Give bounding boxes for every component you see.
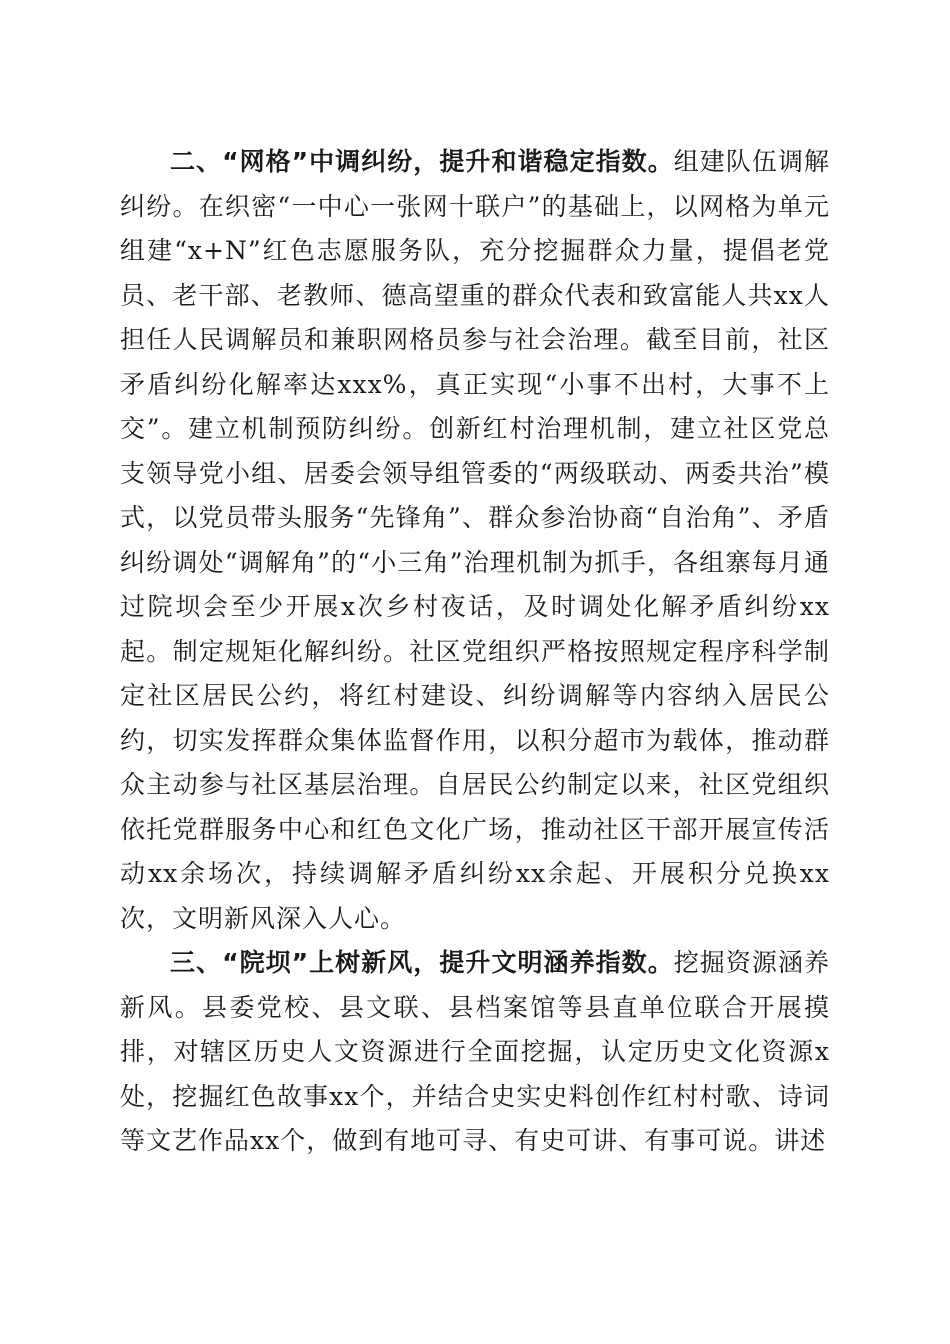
section-two-body: 组建队伍调解纠纷。在织密“一中心一张网十联户”的基础上，以网格为单元组建“x+N”红色志愿服务队，充分挖掘群众力量，提倡老党员、老干部、老教师、德高望重的群众代表和致富能人共xx人担任人民调解员和兼职网格员参与社会治理。截至目前，社区矛盾纠纷化解率达xxx%，真正实现“小事不出村，大事不上交”。建立机制预防纠纷。创新红村治理机制，建立社区党总支领导党小组、居委会领导组管委的“两级联动、两委共治”模式，以党员带头服务“先锋角”、群众参治协商“自治角”、矛盾纠纷调处“调解角”的“小三角”治理机制为抓手，各组寨每月通过院坝会至少开展x次乡村夜话，及时调处化解矛盾纠纷xx起。制定规矩化解纠纷。社区党组织严格按照规定程序科学制定社区居民公约，将红村建设、纠纷调解等内容纳入居民公约，切实发挥群众集体监督作用，以积分超市为载体，推动群众主动参与社区基层治理。自居民公约制定以来，社区党组织依托党群服务中心和红色文化广场，推动社区干部开展宣传活动xx余场次，持续调解矛盾纠纷xx余起、开展积分兑换xx次，文明新风深入人心。 — [120, 147, 830, 933]
paragraph-section-three — [120, 941, 830, 1164]
paragraph-section-two — [120, 140, 830, 941]
document-body — [120, 140, 830, 1164]
section-three-body: 挖掘资源涵养新风。县委党校、县文联、县档案馆等县直单位联合开展摸排，对辖区历史人文资源进行全面挖掘，认定历史文化资源x处，挖掘红色故事xx个，并结合史实史料创作红村村歌、诗词等文艺作品xx个，做到有地可寻、有史可讲、有事可说。讲述 — [120, 948, 830, 1155]
section-two-heading: 二、“网格”中调纠纷，提升和谐稳定指数。 — [170, 147, 674, 176]
section-three-heading: 三、“院坝”上树新风，提升文明涵养指数。 — [170, 948, 674, 977]
